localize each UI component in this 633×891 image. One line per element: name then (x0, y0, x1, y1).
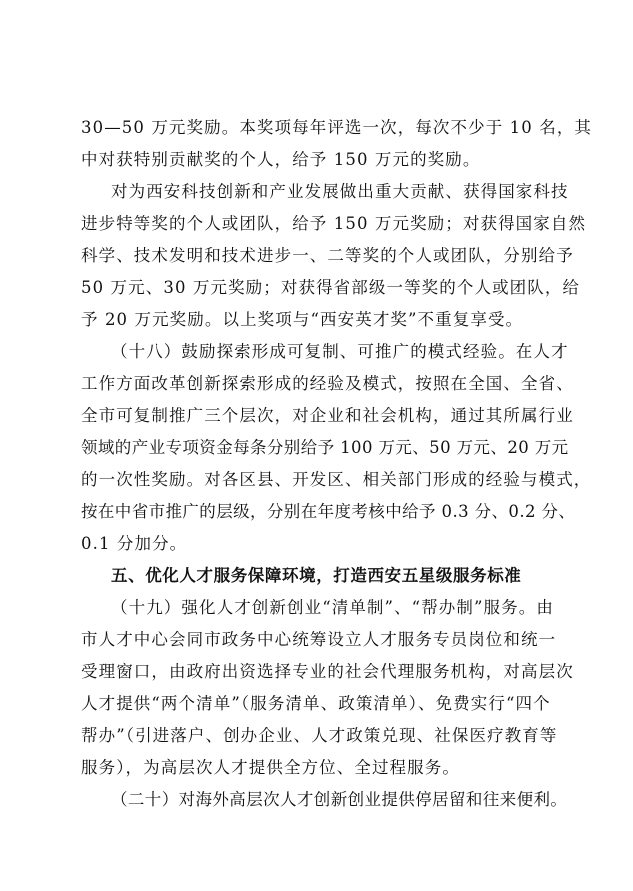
text-line: 予 20 万元奖励。以上奖项与“西安英才奖”不重复享受。 (81, 310, 524, 329)
text-line: 50 万元、30 万元奖励；对获得省部级一等奖的个人或团队，给 (81, 278, 581, 297)
text-line: 全市可复制推广三个层次，对企业和社会机构，通过其所属行业 (81, 406, 574, 425)
section-clause-nineteen: （十九）强化人才创新创业“清单制”、“帮办制”服务。由 (111, 598, 554, 617)
text-line: 市人才中心会同市政务中心统筹设立人才服务专员岗位和统一 (81, 630, 557, 649)
text-line: 30—50 万元奖励。本奖项每年评选一次，每次不少于 10 名，其 (81, 118, 593, 137)
text-line: 中对获特别贡献奖的个人，给予 150 万元的奖励。 (81, 150, 481, 169)
text-line: 服务），为高层次人才提供全方位、全过程服务。 (81, 758, 460, 777)
section-clause-eighteen: （十八）鼓励探索形成可复制、可推广的模式经验。在人才 (111, 342, 569, 361)
text-line: 的一次性奖励。对各区县、开发区、相关部门形成的经验与模式， (81, 470, 592, 489)
section-heading-five: 五、优化人才服务保障环境，打造西安五星级服务标准 (111, 566, 522, 585)
text-line: 科学、技术发明和技术进步一、二等奖的个人或团队，分别给予 (81, 246, 574, 265)
text-line: 0.1 分加分。 (81, 534, 188, 553)
text-line: 工作方面改革创新探索形成的经验及模式，按照在全国、全省、 (81, 374, 574, 393)
text-line: 按在中省市推广的层级，分别在年度考核中给予 0.3 分、0.2 分、 (81, 502, 576, 521)
section-clause-twenty: （二十）对海外高层次人才创新创业提供停居留和往来便利。 (111, 790, 568, 809)
text-line: 人才提供“两个清单”（服务清单、政策清单）、免费实行“四个 (81, 694, 551, 713)
text-line: 受理窗口，由政府出资选择专业的社会代理服务机构，对高层次 (81, 662, 574, 681)
text-line: 进步特等奖的个人或团队，给予 150 万元奖励；对获得国家自然 (81, 214, 587, 233)
text-line: 领域的产业专项资金每条分别给予 100 万元、50 万元、20 万元 (81, 438, 569, 457)
text-line: 帮办”（引进落户、创办企业、人才政策兑现、社保医疗教育等 (81, 726, 558, 745)
paragraph-start-line: 对为西安科技创新和产业发展做出重大贡献、获得国家科技 (111, 182, 569, 201)
